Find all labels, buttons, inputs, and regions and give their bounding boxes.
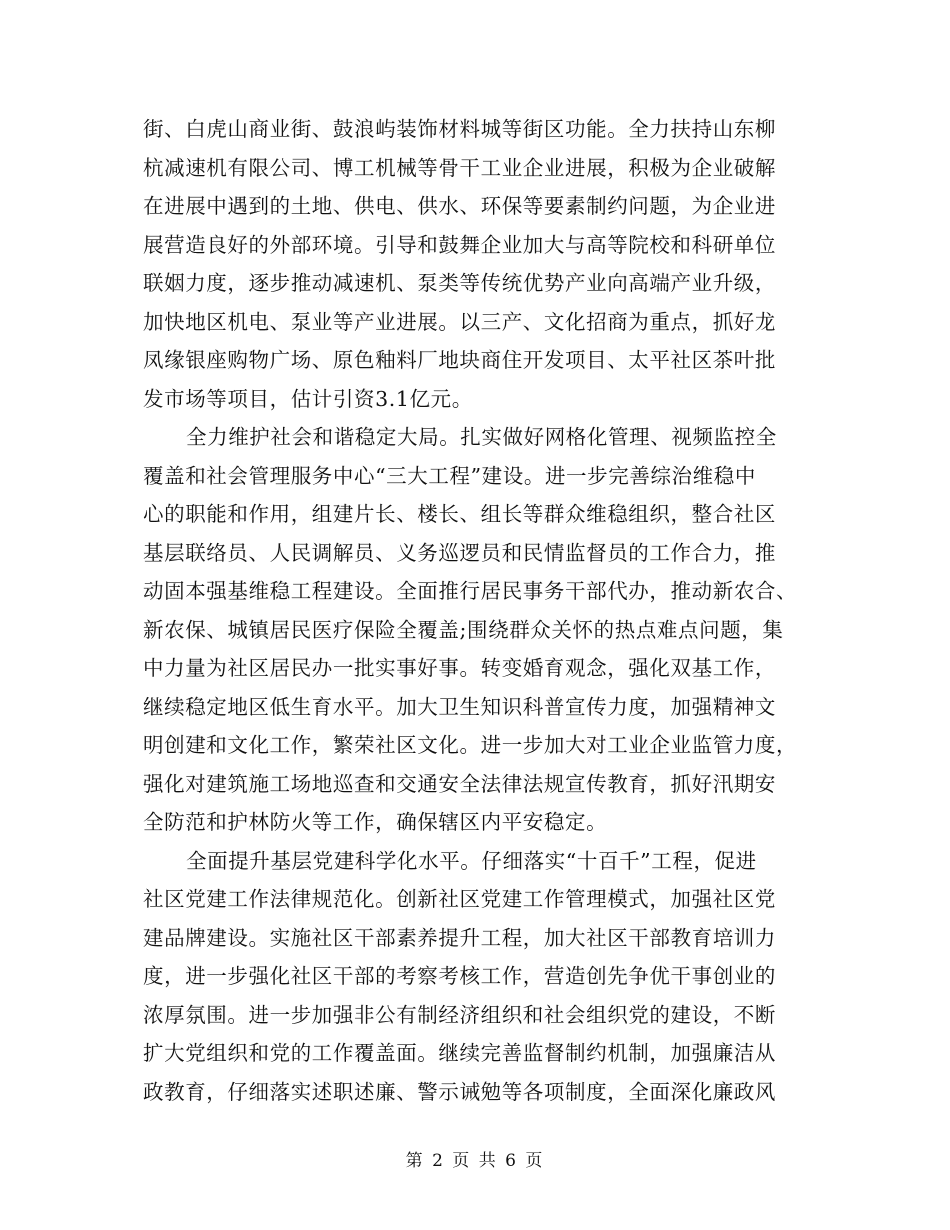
paragraph-3-line-1: 全面提升基层党建科学化水平。仔细落实“十百千”工程，促进 <box>186 849 757 873</box>
paragraph-1-line-5: 联姻力度，逐步推动减速机、泵类等传统优势产业向高端产业升级， <box>143 271 776 295</box>
paragraph-2-line-8: 继续稳定地区低生育水平。加大卫生知识科普宣传力度，加强精神文 <box>143 695 776 719</box>
paragraph-3-line-6: 扩大党组织和党的工作覆盖面。继续完善监督制约机制，加强廉洁从 <box>143 1041 776 1065</box>
paragraph-1-line-8: 发市场等项目，估计引资3.1亿元。 <box>143 387 473 411</box>
paragraph-3-line-3: 建品牌建设。实施社区干部素养提升工程，加大社区干部教育培训力 <box>143 926 776 950</box>
paragraph-1-line-6: 加快地区机电、泵业等产业进展。以三产、文化招商为重点，抓好龙 <box>143 310 776 334</box>
paragraph-2-line-2: 覆盖和社会管理服务中心“三大工程”建设。进一步完善综治维稳中 <box>143 464 756 488</box>
paragraph-1-line-4: 展营造良好的外部环境。引导和鼓舞企业加大与高等院校和科研单位 <box>143 233 776 257</box>
page-number-footer: 第 2 页 共 6 页 <box>405 1151 545 1171</box>
paragraph-3-line-4: 度，进一步强化社区干部的考察考核工作，营造创先争优干事创业的 <box>143 964 776 988</box>
paragraph-1-line-7: 凤缘银座购物广场、原色釉料厂地块商住开发项目、太平社区茶叶批 <box>143 348 776 372</box>
paragraph-2-line-11: 全防范和护林防火等工作，确保辖区内平安稳定。 <box>143 810 608 834</box>
paragraph-2-line-3: 心的职能和作用，组建片长、楼长、组长等群众维稳组织，整合社区 <box>143 502 776 526</box>
paragraph-2-line-4: 基层联络员、人民调解员、义务巡逻员和民情监督员的工作合力，推 <box>143 541 776 565</box>
paragraph-1-line-1: 街、白虎山商业街、鼓浪屿装饰材料城等街区功能。全力扶持山东柳 <box>143 117 776 141</box>
paragraph-1-line-2: 杭减速机有限公司、博工机械等骨干工业企业进展，积极为企业破解 <box>143 156 776 180</box>
paragraph-2-line-6: 新农保、城镇居民医疗保险全覆盖;围绕群众关怀的热点难点问题，集 <box>143 618 784 642</box>
paragraph-3-line-2: 社区党建工作法律规范化。创新社区党建工作管理模式，加强社区党 <box>143 887 776 911</box>
paragraph-2-line-1: 全力维护社会和谐稳定大局。扎实做好网格化管理、视频监控全 <box>186 425 777 449</box>
paragraph-2-line-5: 动固本强基维稳工程建设。全面推行居民事务干部代办，推动新农合、 <box>143 579 798 603</box>
paragraph-2-line-10: 强化对建筑施工场地巡查和交通安全法律法规宣传教育，抓好汛期安 <box>143 772 776 796</box>
paragraph-2-line-7: 中力量为社区居民办一批实事好事。转变婚育观念，强化双基工作， <box>143 656 776 680</box>
paragraph-3-line-5: 浓厚氛围。进一步加强非公有制经济组织和社会组织党的建设，不断 <box>143 1003 776 1027</box>
paragraph-3-line-7: 政教育，仔细落实述职述廉、警示诫勉等各项制度，全面深化廉政风 <box>143 1080 776 1104</box>
paragraph-2-line-9: 明创建和文化工作，繁荣社区文化。进一步加大对工业企业监管力度， <box>143 733 798 757</box>
paragraph-1-line-3: 在进展中遇到的土地、供电、供水、环保等要素制约问题，为企业进 <box>143 194 776 218</box>
